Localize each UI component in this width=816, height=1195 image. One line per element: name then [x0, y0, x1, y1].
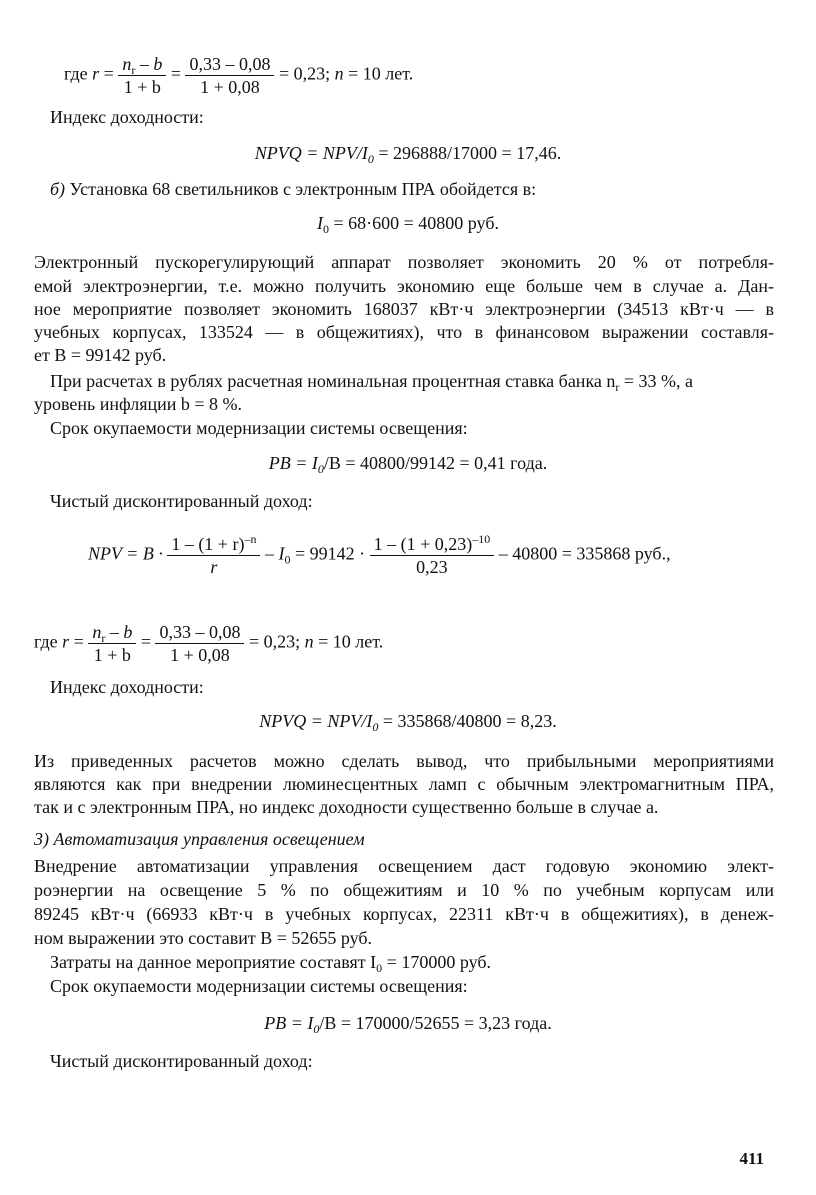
npv-mid-sub: 0	[284, 552, 291, 567]
frac-num-var: n	[122, 54, 132, 74]
npv-f1-num: 1 – (1 + r)	[171, 534, 245, 554]
section-heading-automation: 3) Автоматизация управления освещением	[34, 829, 365, 849]
formula-n: n	[334, 63, 344, 84]
npv-f2-den: 0,23	[416, 557, 448, 577]
para-electronic-line-3: ное мероприятие позволяет экономить 168037 кВт·ч электроэнергии (34513 кВт·ч — в	[34, 299, 774, 319]
para-conclusion-line-1: Из приведенных расчетов можно сделать вывод, что прибыльными мероприятиями	[34, 751, 774, 771]
pb-formula-1	[0, 452, 816, 474]
payback-label-2: Срок окупаемости модернизации системы освещения:	[50, 976, 468, 996]
item-b	[50, 178, 536, 200]
npv-fraction-2	[370, 534, 495, 577]
i0-sub: 0	[323, 222, 329, 236]
frac-num-sub: r	[101, 631, 106, 645]
costs-line	[50, 951, 491, 973]
npv-fraction-1	[167, 534, 260, 577]
para-auto-line-1: Внедрение автоматизации управления освещением даст годовую экономию элект-	[34, 856, 774, 876]
npv-f1-sup: –n	[244, 532, 257, 546]
page-number: 411	[739, 1149, 764, 1168]
npv-f2-num: 1 – (1 + 0,23)	[373, 534, 473, 554]
npv-label-2: Чистый дисконтированный доход:	[50, 1051, 313, 1071]
formula-r-second: где r = $\frac{n_r - b}{1 + b}$ = $\frac{0,33 - 0,08}{1 + 0,08}$ = 0,23; n = 10 лет.	[34, 622, 384, 665]
pb-rhs: /B = 170000/52655 = 3,23 года.	[319, 1013, 552, 1033]
formula-value: = 0,23;	[248, 631, 301, 652]
item-b-letter: б)	[50, 179, 66, 199]
npv-lhs: NPV = B ·	[88, 543, 163, 564]
formula-value: = 0,23;	[278, 63, 331, 84]
npv-formula	[88, 534, 671, 577]
formula-r-first: где r = $\frac{n_r - b}{1 + b}$ = $\frac{0,33 - 0,08}{1 + 0,08}$ = 0,23; n = 10 лет.	[64, 54, 414, 97]
i0-var: I	[317, 213, 323, 233]
formula-n: n	[304, 631, 314, 652]
frac-num-sub: r	[131, 63, 136, 77]
npv-f1-den: r	[210, 557, 218, 577]
npvq-rhs: = 296888/17000 = 17,46.	[373, 143, 562, 163]
para-electronic-line-1: Электронный пускорегулирующий аппарат позволяет экономить 20 % от потребля-	[34, 252, 774, 272]
npv-label-1: Чистый дисконтированный доход:	[50, 491, 313, 511]
index-label-2: Индекс доходности:	[50, 677, 204, 697]
pb-rhs: /B = 40800/99142 = 0,41 года.	[323, 453, 548, 473]
para-rate-line-1	[50, 370, 693, 392]
formula-years: = 10 лет.	[348, 63, 414, 84]
para-auto-line-3: 89245 кВт·ч (66933 кВт·ч в учебных корпусах, 22311 кВт·ч в общежитиях), в денеж-	[34, 904, 774, 924]
formula-var: r	[62, 631, 70, 652]
para-electronic-line-2: емой электроэнергии, т.е. можно получить экономию еще больше чем в случае a. Дан-	[34, 276, 774, 296]
npv-tail: – 40800 = 335868 руб.,	[498, 543, 671, 564]
i0-formula-b	[0, 212, 816, 234]
para-electronic-line-5: ет B = 99142 руб.	[34, 345, 167, 365]
npvq-lhs: NPVQ = NPV/I	[259, 711, 373, 731]
para-rate-sub: r	[615, 380, 620, 394]
para-electronic-line-4: учебных корпусах, 133524 — в общежитиях), что в финансовом выражении составля-	[34, 322, 774, 342]
npvq-formula-1	[0, 142, 816, 164]
costs-rhs: = 170000 руб.	[382, 952, 492, 972]
para-rate-line-2: уровень инфляции b = 8 %.	[34, 394, 243, 414]
npv-mid: – I	[264, 543, 285, 564]
costs-text: Затраты на данное мероприятие составят I	[50, 952, 377, 972]
formula-lead: где	[34, 631, 58, 652]
para-rate-text: При расчетах в рублях расчетная номинальная процентная ставка банка n	[50, 371, 616, 391]
costs-sub: 0	[376, 961, 383, 975]
payback-label-1: Срок окупаемости модернизации системы освещения:	[50, 418, 468, 438]
npvq-sub: 0	[372, 720, 379, 734]
formula-years: = 10 лет.	[318, 631, 384, 652]
fraction-symbolic	[118, 54, 166, 97]
frac-num-var: n	[92, 622, 102, 642]
para-auto-line-2: роэнергии на освещение 5 % по общежитиям и 10 % по учебным корпусам или	[34, 880, 774, 900]
frac-den: 1 + b	[123, 77, 161, 97]
para-conclusion-line-2: являются как при внедрении люминесцентных ламп с обычным электромагнитным ПРА,	[34, 774, 774, 794]
frac-den: 1 + 0,08	[170, 645, 230, 665]
para-conclusion-line-3: так и с электронным ПРА, но индекс доходности существенно больше в случае a.	[34, 797, 659, 817]
fraction-numeric	[185, 54, 274, 97]
pb-formula-2	[0, 1012, 816, 1034]
index-label-1: Индекс доходности:	[50, 107, 204, 127]
i0-rhs: = 68·600 = 40800 руб.	[329, 213, 499, 233]
formula-lead: где	[64, 63, 88, 84]
npv-mid2: = 99142 ·	[290, 543, 366, 564]
item-b-text: Установка 68 светильников с электронным ПРА обойдется в:	[65, 179, 537, 199]
pb-sub: 0	[317, 462, 324, 476]
pb-lhs: PB = I	[268, 453, 318, 473]
formula-var: r	[92, 63, 100, 84]
frac-num-rest: – b	[105, 622, 133, 642]
para-auto-line-4: ном выражении это составит B = 52655 руб.	[34, 928, 373, 948]
npvq-lhs: NPVQ = NPV/I	[254, 143, 368, 163]
fraction-numeric	[155, 622, 244, 665]
npvq-sub: 0	[367, 152, 374, 166]
frac-num: 0,33 – 0,08	[185, 54, 274, 76]
frac-den: 1 + 0,08	[200, 77, 260, 97]
frac-num-rest: – b	[135, 54, 163, 74]
pb-lhs: PB = I	[264, 1013, 314, 1033]
pb-sub: 0	[313, 1022, 320, 1036]
para-rate-tail: = 33 %, а	[619, 371, 694, 391]
frac-num: 0,33 – 0,08	[155, 622, 244, 644]
npvq-rhs: = 335868/40800 = 8,23.	[378, 711, 557, 731]
fraction-symbolic	[88, 622, 136, 665]
npvq-formula-2	[0, 710, 816, 732]
frac-den: 1 + b	[93, 645, 131, 665]
npv-f2-sup: –10	[472, 532, 491, 546]
